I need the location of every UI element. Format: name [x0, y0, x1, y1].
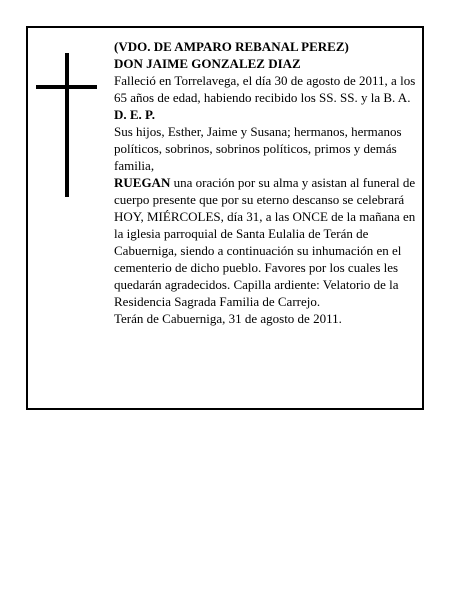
- cross-icon: [36, 53, 97, 197]
- death-paragraph: Falleció en Torrelavega, el día 30 de agosto de 2011, a los 65 años de edad, habiendo recibido los SS. SS. y la B. A.: [114, 73, 416, 105]
- dep-line: D. E. P.: [114, 107, 156, 122]
- cross-horizontal-bar: [36, 85, 97, 89]
- deceased-name: DON JAIME GONZALEZ DIAZ: [114, 56, 301, 71]
- ruegan-paragraph: [114, 174, 418, 310]
- obituary-text: [114, 38, 418, 327]
- ruegan-text: una oración por su alma y asistan al funeral de cuerpo presente que por su eterno descanso se celebrará HOY, MIÉRCOLES, día 31, a las ONCE de la mañana en la iglesia parroquial de Santa Eulalia de Terán de Cabuerniga, siendo a continuación su inhumación en el cementerio de dicho pueblo. Favores por los cuales les quedarán agradecidos. Capilla ardiente: Velatorio de la Residencia Sagrada Familia de Carrejo.: [114, 175, 416, 309]
- ruegan-word: RUEGAN: [114, 175, 171, 190]
- widow-line: (VDO. DE AMPARO REBANAL PEREZ): [114, 39, 349, 54]
- place-date-line: Terán de Cabuerniga, 31 de agosto de 2011.: [114, 311, 342, 326]
- family-paragraph: Sus hijos, Esther, Jaime y Susana; hermanos, hermanos políticos, sobrinos, sobrinos políticos, primos y demás familia,: [114, 124, 402, 173]
- cross-vertical-bar: [65, 53, 69, 197]
